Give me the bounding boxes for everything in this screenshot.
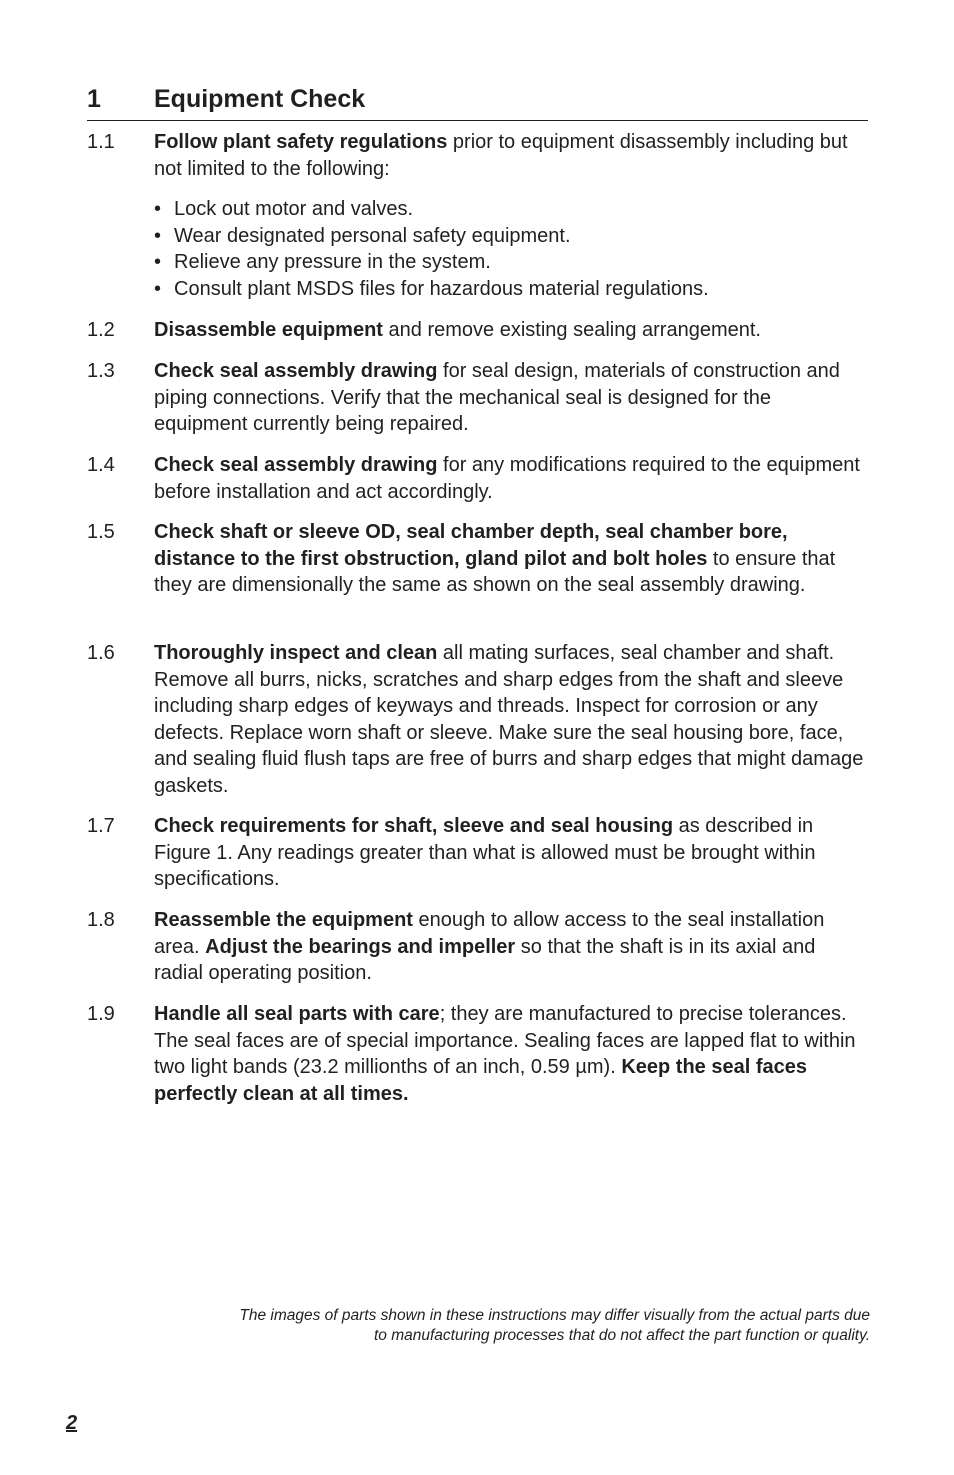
item-body <box>154 317 868 344</box>
item-text: for seal design, materials of construction and piping connections. Verify that the mechanical seal is designed for the equipment currently being repaired. <box>154 360 840 435</box>
item-1-9 <box>87 1001 868 1107</box>
item-number: 1.9 <box>87 1003 115 1025</box>
item-text: prior to equipment disassembly including but not limited to the following: <box>154 131 848 180</box>
section-number: 1 <box>87 85 101 113</box>
item-body <box>154 640 868 799</box>
item-text: as described in Figure 1. Any readings greater than what is allowed must be brought within specifications. <box>154 815 816 890</box>
item-text: for any modifications required to the equipment before installation and act accordingly. <box>154 454 860 503</box>
item-text: ; they are manufactured to precise tolerances. The seal faces are of special importance. Sealing faces are lapped flat to within two light bands (23.2 millionths of an inch, 0.59 µm). <box>154 1003 856 1078</box>
item-bold-text: Check shaft or sleeve OD, seal chamber depth, seal chamber bore, distance to the first obstruction, gland pilot and bolt holes <box>154 521 788 570</box>
item-number: 1.5 <box>87 521 115 543</box>
item-number: 1.4 <box>87 454 115 476</box>
item-number: 1.1 <box>87 131 115 153</box>
item-1-6 <box>87 640 868 799</box>
item-1-3 <box>87 358 868 438</box>
item-bold-text: Check seal assembly drawing <box>154 360 438 382</box>
bullet-icon: • <box>154 251 162 273</box>
item-bold-text: Follow plant safety regulations <box>154 131 448 153</box>
item-text: to ensure that they are dimensionally the same as shown on the seal assembly drawing. <box>154 547 836 596</box>
item-number: 1.3 <box>87 360 115 382</box>
list-item <box>154 249 868 276</box>
item-body <box>154 129 868 182</box>
bullet-text: Lock out motor and valves. <box>174 198 414 220</box>
item-bold-text: Thoroughly inspect and clean <box>154 642 438 664</box>
item-number: 1.2 <box>87 319 115 341</box>
item-body <box>154 519 868 599</box>
item-bold-text: Reassemble the equipment <box>154 909 413 931</box>
list-item <box>154 276 868 303</box>
item-1-5 <box>87 519 868 599</box>
item-bold-text: Check seal assembly drawing <box>154 454 438 476</box>
list-item <box>154 196 868 223</box>
bullet-icon: • <box>154 277 162 300</box>
item-1-1 <box>87 129 868 182</box>
item-bold-text: Check requirements for shaft, sleeve and seal housing <box>154 815 674 837</box>
disclaimer-note: The images of parts shown in these instructions may differ visually from the actual parts due to manufacturing processes that do not affect the part function or quality. <box>239 1307 870 1344</box>
item-text: enough to allow access to the seal installation area. <box>154 909 825 958</box>
item-text-2: so that the shaft is in its axial and radial operating position. <box>154 935 816 984</box>
item-1-8 <box>87 907 868 987</box>
item-number: 1.6 <box>87 642 115 664</box>
item-body <box>154 452 868 505</box>
list-item <box>154 223 868 250</box>
item-bold-text-2: Keep the seal faces perfectly clean at all times. <box>154 1056 807 1105</box>
section-header <box>87 84 868 121</box>
item-bold-text: Disassemble equipment <box>154 319 383 341</box>
bullet-text: Relieve any pressure in the system. <box>174 251 491 273</box>
item-body <box>154 813 868 893</box>
bullet-icon: • <box>154 198 162 220</box>
item-body <box>154 907 868 987</box>
item-text: and remove existing sealing arrangement. <box>382 319 761 341</box>
bullet-icon: • <box>154 224 162 247</box>
bullet-text: Wear designated personal safety equipment. <box>174 224 571 247</box>
item-1-7 <box>87 813 868 893</box>
bullet-text: Consult plant MSDS files for hazardous material regulations. <box>174 277 709 300</box>
item-body <box>154 1001 868 1107</box>
item-1-4 <box>87 452 868 505</box>
section-title: Equipment Check <box>154 85 366 113</box>
page-number: 2 <box>66 1412 78 1434</box>
item-number: 1.8 <box>87 909 115 931</box>
item-bold-text-2: Adjust the bearings and impeller <box>205 935 516 958</box>
item-1-2 <box>87 317 868 344</box>
item-body <box>154 358 868 438</box>
item-text: all mating surfaces, seal chamber and shaft. Remove all burrs, nicks, scratches and sharp edges from the shaft and sleeve including sharp edges of keyways and threads. Inspect for corrosion or any defects. Replace worn shaft or sleeve. Make sure the seal housing bore, face, and sealing fluid flush taps are free of burrs and sharp edges that might damage gaskets. <box>154 642 864 797</box>
safety-bullet-list <box>154 196 868 302</box>
item-bold-text: Handle all seal parts with care <box>154 1003 440 1025</box>
item-number: 1.7 <box>87 815 115 837</box>
